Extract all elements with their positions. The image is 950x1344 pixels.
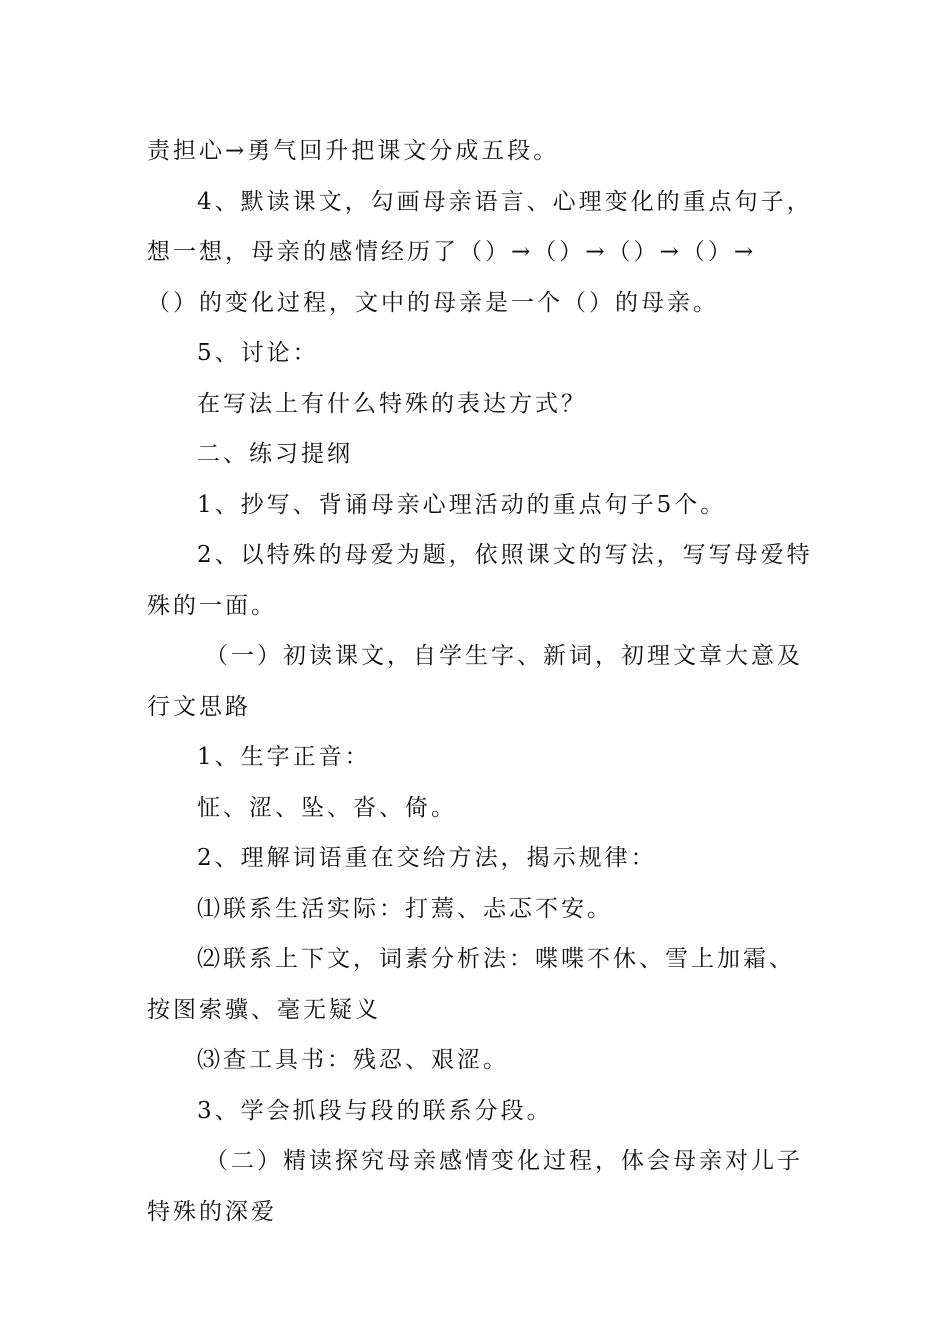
text-line-2: 4、默读课文，勾画母亲语言、心理变化的重点句子， [197, 188, 813, 215]
text-line-9: 2、以特殊的母爱为题，依照课文的写法，写写母爱特 [197, 542, 813, 568]
text-line-19: ⑶查工具书：残忍、艰涩。 [197, 1047, 509, 1073]
document-body [147, 126, 813, 1237]
text-line-20: 3、学会抓段与段的联系分段。 [197, 1097, 553, 1124]
text-line-22: 特殊的深爱 [147, 1198, 277, 1225]
text-line-8: 1、抄写、背诵母亲心理活动的重点句子5个。 [197, 491, 727, 518]
text-line-12: 行文思路 [147, 693, 251, 720]
text-line-3: 想一想，母亲的感情经历了（）→（）→（）→（）→ [147, 239, 757, 265]
text-line-1: 责担心→勇气回升把课文分成五段。 [147, 138, 560, 164]
section-heading-practice: 二、练习提纲 [197, 441, 353, 467]
section-heading-close-reading: （二）精读探究母亲感情变化过程，体会母亲对儿子 [205, 1148, 803, 1174]
section-heading-first-reading: （一）初读课文，自学生字、新词，初理文章大意及 [205, 643, 803, 669]
text-line-14: 怔、涩、坠、沓、倚。 [197, 794, 457, 821]
text-line-13: 1、生字正音： [197, 744, 371, 770]
text-line-18: 按图索骥、毫无疑义 [147, 996, 381, 1023]
text-line-17: ⑵联系上下文，词素分析法：喋喋不休、雪上加霜、 [197, 946, 795, 972]
text-line-10: 殊的一面。 [147, 592, 277, 619]
text-line-5: 5、讨论： [197, 340, 319, 366]
text-line-16: ⑴联系生活实际：打蔫、忐忑不安。 [197, 895, 613, 922]
text-line-15: 2、理解词语重在交给方法，揭示规律： [197, 845, 657, 871]
text-line-6: 在写法上有什么特殊的表达方式？ [197, 390, 587, 417]
text-line-4: （）的变化过程，文中的母亲是一个（）的母亲。 [147, 289, 719, 316]
